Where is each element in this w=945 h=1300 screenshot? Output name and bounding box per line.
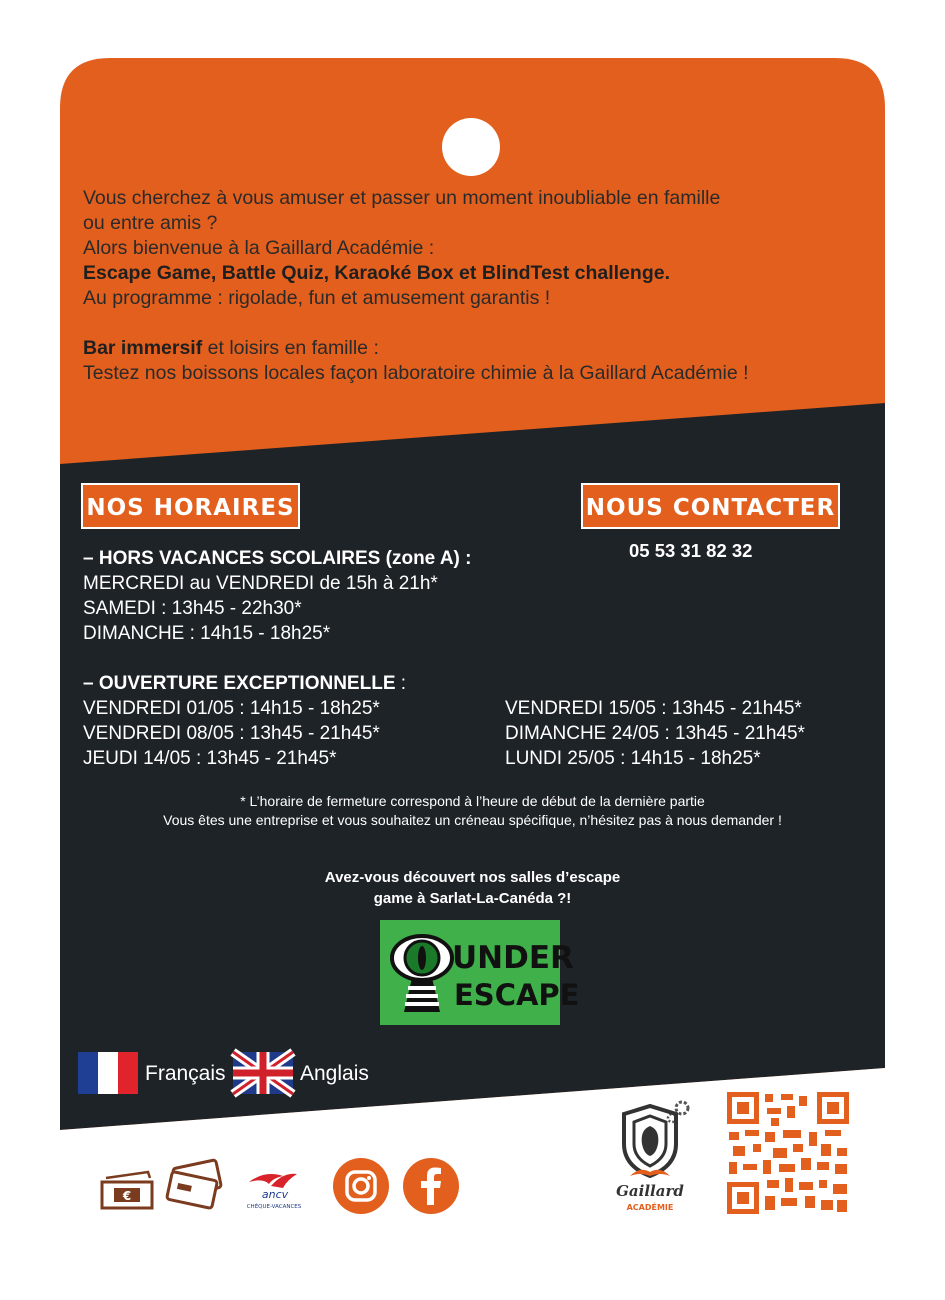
hours-line: MERCREDI au VENDREDI de 15h à 21h* xyxy=(83,573,438,594)
cards-icon xyxy=(165,1160,229,1210)
under-escape-word: ESCAPE xyxy=(454,978,580,1012)
cash-icon xyxy=(98,1168,156,1212)
exceptional-hours-title: – OUVERTURE EXCEPTIONNELLE xyxy=(83,673,396,694)
french-flag-icon xyxy=(78,1052,138,1094)
hours-line: DIMANCHE : 14h15 - 18h25* xyxy=(83,623,331,644)
under-escape-eye-icon xyxy=(380,920,580,1025)
exceptional-hours-left: – OUVERTURE EXCEPTIONNELLE : VENDREDI 01/05 : 14h15 - 18h25* VENDREDI 08/05 : 13h45 - 21h45* JEUDI 14/05 : 13h45 - 21h45* xyxy=(83,673,407,769)
contact-badge: NOUS CONTACTER xyxy=(581,483,840,529)
gaillard-logo-sub: ACADÉMIE xyxy=(626,1203,674,1212)
gaillard-logo[interactable] xyxy=(610,1096,696,1220)
hours-line: VENDREDI 15/05 : 13h45 - 21h45* xyxy=(505,698,802,719)
bar-title: Bar immersif xyxy=(83,337,203,359)
regular-hours xyxy=(83,546,471,646)
ancv-logo xyxy=(243,1168,305,1212)
hours-badge: NOS HORAIRES xyxy=(81,483,300,529)
language-english: Anglais xyxy=(300,1062,369,1085)
hours-line: JEUDI 14/05 : 13h45 - 21h45* xyxy=(83,748,337,769)
business-note: Vous êtes une entreprise et vous souhaitez un créneau spécifique, n’hésitez pas à nous demander ! xyxy=(163,812,782,828)
under-escape-logo[interactable] xyxy=(380,920,580,1025)
euro-symbol: € xyxy=(122,1189,132,1203)
flyer-card xyxy=(60,58,885,1228)
bar-text: et loisirs en famille : xyxy=(202,337,379,359)
hours-line: DIMANCHE 24/05 : 13h45 - 21h45* xyxy=(505,723,805,744)
activities-list: Escape Game, Battle Quiz, Karaoké Box et BlindTest challenge. xyxy=(83,262,670,284)
hours-line: SAMEDI : 13h45 - 22h30* xyxy=(83,598,302,619)
under-escape-word: UNDER xyxy=(452,940,574,976)
discover-line: Avez-vous découvert nos salles d’escape xyxy=(324,869,621,886)
language-french: Français xyxy=(145,1062,226,1085)
ancv-subtext: CHÈQUE-VACANCES xyxy=(246,1204,302,1210)
intro-text xyxy=(83,186,883,386)
hours-line: VENDREDI 01/05 : 14h15 - 18h25* xyxy=(83,698,380,719)
closing-note: * L’horaire de fermeture correspond à l’heure de début de la dernière partie xyxy=(240,793,705,809)
gaillard-logo-name: Gaillard xyxy=(616,1182,684,1200)
qr-code[interactable] xyxy=(727,1092,849,1214)
intro-line: Vous cherchez à vous amuser et passer un moment inoubliable en famille xyxy=(83,187,721,209)
exceptional-hours-right xyxy=(505,696,805,771)
instagram-icon[interactable] xyxy=(332,1157,390,1215)
hours-line: VENDREDI 08/05 : 13h45 - 21h45* xyxy=(83,723,380,744)
intro-line: Alors bienvenue à la Gaillard Académie : xyxy=(83,237,435,259)
intro-line: Testez nos boissons locales façon laboratoire chimie à la Gaillard Académie ! xyxy=(83,362,749,384)
hours-line: LUNDI 25/05 : 14h15 - 18h25* xyxy=(505,748,761,769)
hanger-hole xyxy=(442,118,500,176)
regular-hours-title: – HORS VACANCES SCOLAIRES (zone A) : xyxy=(83,548,472,569)
intro-line: Au programme : rigolade, fun et amusement garantis ! xyxy=(83,287,551,309)
intro-line: ou entre amis ? xyxy=(83,212,218,234)
discover-line: game à Sarlat-La-Canéda ?! xyxy=(373,890,572,907)
phone-number[interactable]: 05 53 31 82 32 xyxy=(629,540,753,561)
uk-flag-icon xyxy=(233,1052,293,1094)
facebook-icon[interactable] xyxy=(402,1157,460,1215)
ancv-text: ancv xyxy=(261,1188,289,1201)
